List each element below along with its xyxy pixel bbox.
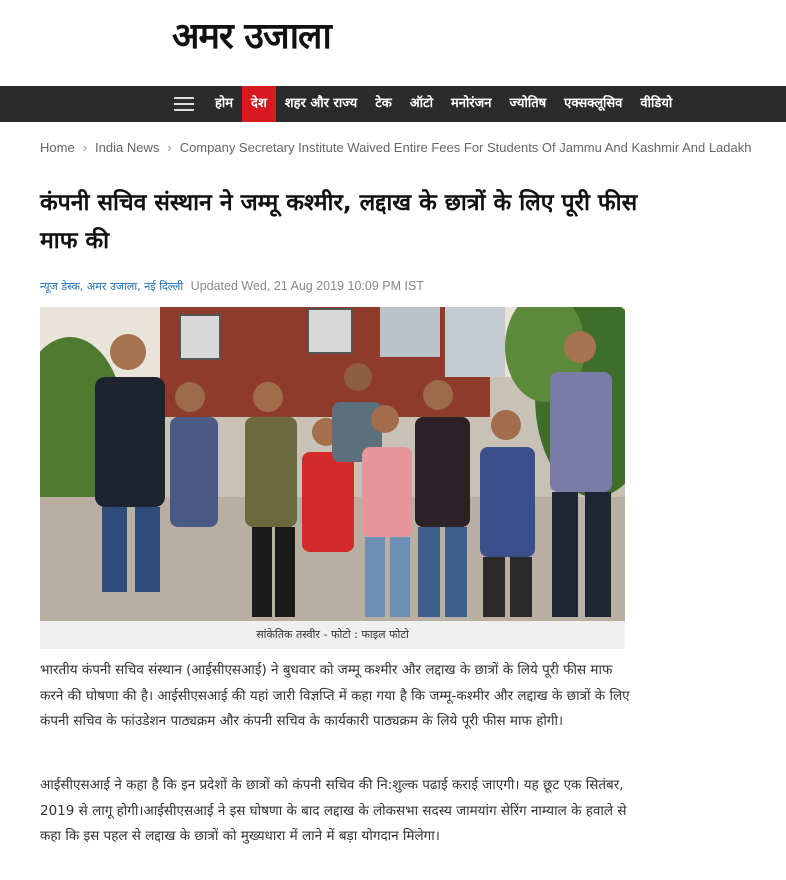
menu-icon[interactable] xyxy=(174,97,194,111)
nav-item[interactable]: टेक xyxy=(375,96,392,111)
nav-item[interactable]: वीडियो xyxy=(640,96,673,111)
nav-item[interactable]: शहर और राज्य xyxy=(284,96,358,111)
article-photo xyxy=(40,307,625,621)
article-byline xyxy=(40,279,424,294)
breadcrumb-india-news[interactable]: India News xyxy=(95,140,160,155)
nav-item[interactable]: एक्सक्लूसिव xyxy=(564,96,623,111)
article-paragraph: आईसीएसआई ने कहा है कि इन प्रदेशों के छात्रों को कंपनी सचिव की नि:शुल्क पढाई कराई जाएगी। यह छूट एक सितंबर, 2019 से लागू होगी।आईसीएसआई ने इस घोषणा के बाद लद्दाख के लोकसभा सदस्य जामयांग सेरिंग नाम्याल के हवाले से कहा कि इस पहल से लद्दाख के छात्रों को मुख्यधारा में लाने में बड़ा योगदान मिलेगा। xyxy=(40,777,627,844)
main-navbar xyxy=(0,86,786,122)
breadcrumb-current: Company Secretary Institute Waived Entire Fees For Students Of Jammu And Kashmir And Ladakh xyxy=(179,140,752,155)
breadcrumb-home[interactable]: Home xyxy=(40,140,75,155)
updated-timestamp: Updated Wed, 21 Aug 2019 10:09 PM IST xyxy=(190,279,424,293)
students-photo xyxy=(40,307,625,621)
article-headline: कंपनी सचिव संस्थान ने जम्मू कश्मीर, लद्दाख के छात्रों के लिए पूरी फीस माफ की xyxy=(40,190,638,254)
breadcrumb xyxy=(40,140,751,155)
nav-item[interactable]: मनोरंजन xyxy=(450,96,492,111)
article-paragraph: भारतीय कंपनी सचिव संस्थान (आईसीएसआई) ने बुधवार को जम्मू कश्मीर और लद्दाख के छात्रों के लिये पूरी फीस माफ करने की घोषणा की है। आईसीएसआई की यहां जारी विज्ञप्ति में कहा गया है कि जम्मू-कश्मीर और लद्दाख के छात्रों के लिए कंपनी सचिव के फांउडेशन पाठ्यक्रम और कंपनी सचिव के कार्यकारी पाठ्यक्रम के लिये पूरी फीस माफ होगी। xyxy=(40,662,630,729)
site-logo[interactable]: अमर उजाला xyxy=(172,15,331,57)
chevron-right-icon: › xyxy=(167,140,172,155)
nav-menu xyxy=(206,86,681,122)
nav-item[interactable]: देश xyxy=(242,86,276,122)
author-link[interactable]: न्यूज डेस्क, अमर उजाला, नई दिल्ली xyxy=(40,280,184,293)
photo-caption: सांकेतिक तस्वीर - फोटो : फाइल फोटो xyxy=(40,621,625,649)
nav-item[interactable]: ऑटो xyxy=(409,96,433,111)
nav-item[interactable]: ज्योतिष xyxy=(509,96,547,111)
nav-item[interactable]: होम xyxy=(215,96,234,111)
chevron-right-icon: › xyxy=(82,140,88,155)
